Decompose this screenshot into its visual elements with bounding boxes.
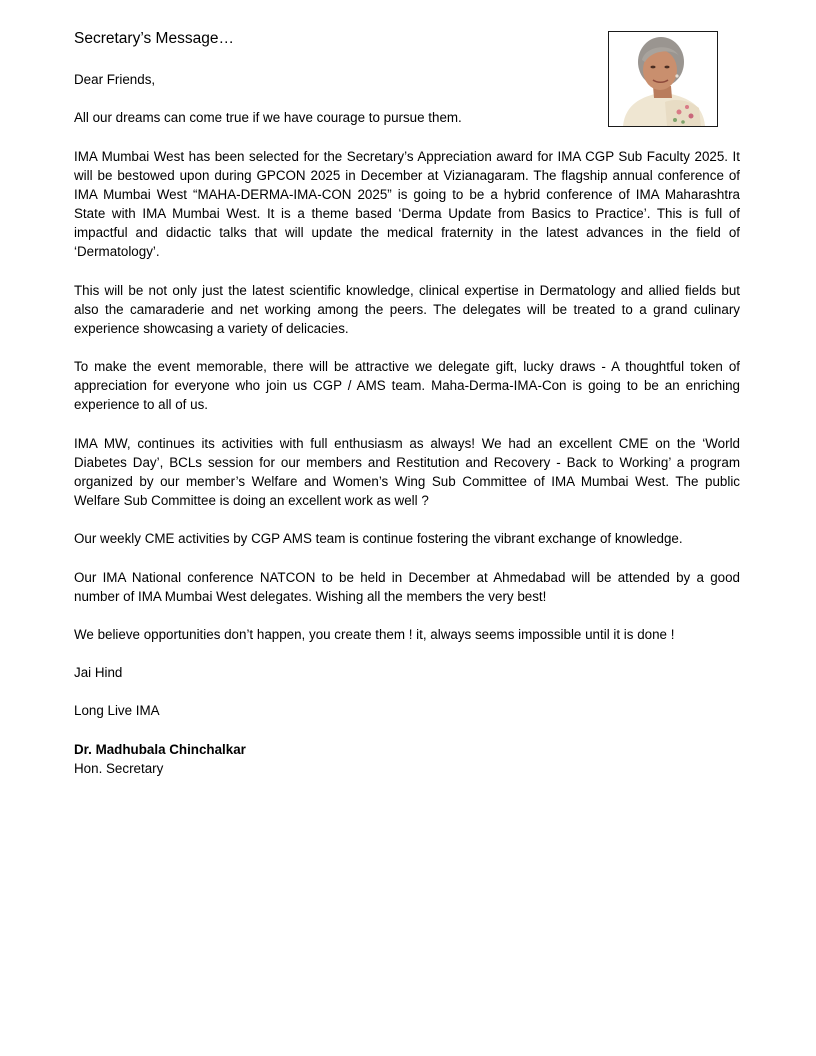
portrait-image-icon bbox=[609, 32, 717, 126]
paragraph-event-memorable: To make the event memorable, there will be attractive we delegate gift, lucky draws - A thoughtful token of appreciation for everyone who join us CGP / AMS team. Maha-Derma-IMA-Con is going to be an enriching experience to all of us. bbox=[74, 359, 740, 413]
signature-name: Dr. Madhubala Chinchalkar bbox=[74, 742, 246, 757]
paragraph-scientific-knowledge: This will be not only just the latest scientific knowledge, clinical expertise in Dermatology and allied fields but also the camaraderie and net working among the peers. The delegates will be treated to a grand culinary experience showcasing a variety of delicacies. bbox=[74, 283, 740, 337]
signature-role: Hon. Secretary bbox=[74, 761, 164, 776]
paragraph-activities: IMA MW, continues its activities with full enthusiasm as always! We had an excellent CME on the ‘World Diabetes Day’, BCLs session for our members and Restitution and Recovery - Back to Working’ a program organized by our member’s Welfare and Women’s Wing Sub Committee of IMA Mumbai West. The public Welfare Sub Committee is doing an excellent work as well ? bbox=[74, 436, 740, 509]
closing-long-live-ima: Long Live IMA bbox=[74, 703, 160, 718]
paragraph-opportunities: We believe opportunities don’t happen, you create them ! it, always seems impossible until it is done ! bbox=[74, 627, 675, 642]
page-title: Secretary’s Message… bbox=[74, 30, 234, 47]
opening-line: All our dreams can come true if we have courage to pursue them. bbox=[74, 110, 462, 125]
paragraph-award-conference: IMA Mumbai West has been selected for the Secretary’s Appreciation award for IMA CGP Sub Faculty 2025. It will be bestowed upon during GPCON 2025 in December at Vizianagaram. The flagship annual conference of IMA Mumbai West “MAHA-DERMA-IMA-CON 2025” is going to be a hybrid conference of IMA Maharashtra State with IMA Mumbai West. It is a theme based ‘Derma Update from Basics to Practice’. This is full of impactful and didactic talks that will update the medical fraternity in the latest advances in the field of ‘Dermatology’. bbox=[74, 149, 740, 260]
paragraph-weekly-cme: Our weekly CME activities by CGP AMS team is continue fostering the vibrant exchange of knowledge. bbox=[74, 531, 683, 546]
paragraph-natcon: Our IMA National conference NATCON to be held in December at Ahmedabad will be attended by a good number of IMA Mumbai West delegates. Wishing all the members the very best! bbox=[74, 570, 740, 605]
greeting: Dear Friends, bbox=[74, 72, 156, 87]
closing-jai-hind: Jai Hind bbox=[74, 665, 123, 680]
secretary-portrait-photo bbox=[608, 31, 718, 127]
